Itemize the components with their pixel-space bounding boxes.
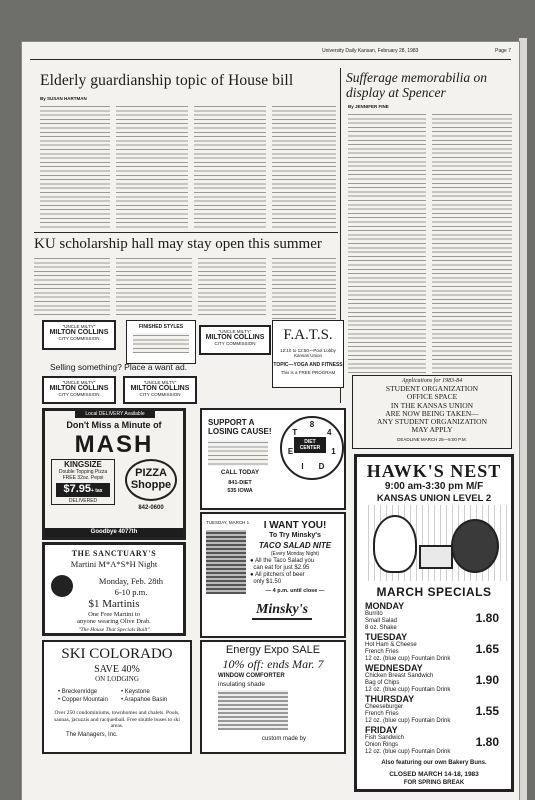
applications-deadline: DEADLINE MARCH 25—5:00 P.M.	[397, 436, 467, 442]
mash-footer: Goodbye 4077th	[45, 528, 183, 537]
menu-day-name: MONDAY	[365, 601, 405, 611]
sanctuary-time: 6-10 p.m.	[114, 587, 148, 597]
ski-on: ON LODGING	[95, 675, 139, 683]
sanctuary-deal: $1 Martinis	[88, 598, 140, 610]
menu-item: French Fries	[365, 649, 399, 655]
ad-finished-styles	[126, 320, 196, 364]
ski-company: The Managers, Inc.	[66, 732, 118, 738]
minsky-sub: To Try Minsky's	[269, 532, 321, 539]
sanctuary-note2: anyone wearing Olive Drab.	[77, 618, 151, 625]
energy-desc: insulating shade	[218, 681, 265, 688]
menu-list	[357, 601, 511, 761]
menu-item: Small Salad	[365, 618, 398, 624]
ski-area: • Breckenridge	[58, 689, 98, 695]
ski-areas	[58, 688, 184, 704]
menu-item: Onion Rings	[365, 742, 399, 748]
byline-2: By JENNIFER FINE	[348, 104, 389, 109]
rule-story3	[34, 232, 338, 233]
pizza-shoppe-logo: PIZZA Shoppe	[125, 459, 177, 501]
newspaper-edge	[519, 38, 527, 800]
dial-letter: I	[301, 461, 304, 471]
ad-ski-colorado	[42, 640, 192, 754]
energy-sub: 10% off: ends Mar. 7	[222, 657, 324, 671]
menu-item: 12 oz. (blue cup) Fountain Drink	[365, 718, 451, 724]
fats-line1: 12:10 to 12:50—Pool Lobby	[280, 348, 336, 353]
headline-scholarship: KU scholarship hall may stay open this summer	[34, 236, 322, 252]
menu-day-name: TUESDAY	[365, 632, 408, 642]
story3-col3	[198, 256, 266, 316]
martini-logo	[51, 575, 73, 597]
ski-area: • Arapahoe Basin	[121, 697, 168, 703]
story1-col2	[116, 104, 188, 229]
dial-letter: D	[318, 461, 325, 471]
applications-title: Applications for 1983-84	[401, 378, 463, 384]
ad-name: MILTON COLLINS	[49, 385, 109, 392]
ad-kicker: "UNCLE MILTY"	[143, 380, 177, 385]
minsky-special: TACO SALAD NITE	[258, 541, 332, 550]
minsky-time: — 4 p.m. until close —	[265, 588, 325, 594]
applications-line: IN THE KANSAS UNION	[390, 400, 474, 410]
menu-item: French Fries	[365, 711, 399, 717]
ad-title: FINISHED STYLES	[138, 324, 184, 330]
menu-day-block	[365, 694, 503, 725]
sanctuary-title: THE SANCTUARY'S	[71, 549, 157, 558]
menu-item: Chicken Breast Sandwich	[365, 673, 434, 679]
folio-left: University Daily Kansan, February 28, 1983	[322, 48, 419, 54]
menu-price: 1.80	[475, 735, 499, 749]
ad-uncle-milty-1	[42, 320, 116, 350]
headline-guardianship: Elderly guardianship topic of House bill	[40, 72, 294, 89]
ad-name: MILTON COLLINS	[205, 334, 265, 341]
diet-center-logo: DIET CENTER	[294, 437, 326, 453]
dial-letter: T	[292, 428, 298, 438]
story1-col4	[272, 104, 336, 229]
dial-letter: 8	[309, 420, 315, 429]
story3-col1	[34, 256, 110, 318]
march-specials: MARCH SPECIALS	[376, 585, 492, 599]
applications-line: OFFICE SPACE	[406, 392, 458, 402]
minsky-title: I WANT YOU!	[263, 520, 327, 531]
diet-title: SUPPORT A LOSING CAUSE!	[208, 418, 272, 436]
applications-lines	[353, 385, 511, 435]
byline-1: By SUSAN HARTMAN	[40, 96, 87, 101]
menu-price: 1.65	[475, 642, 499, 656]
dial-letter: 1	[331, 446, 336, 456]
fats-note: This is a FREE PROGRAM	[280, 370, 336, 375]
applications-line: ARE NOW BEING TAKEN—	[385, 408, 479, 418]
mash-offer: KINGSIZE Double Topping Pizza FREE 32oz. Pepsi $7.95+ tax DELIVERED	[51, 459, 115, 505]
ski-title: SKI COLORADO	[61, 646, 173, 662]
story3-col2	[116, 256, 192, 316]
ad-diet-center	[200, 408, 346, 510]
menu-day-block	[365, 725, 503, 756]
applications-line: MAY APPLY	[411, 425, 453, 435]
folio	[22, 48, 519, 58]
menu-day-block	[365, 632, 503, 663]
mash-line1: Don't Miss a Minute of	[66, 420, 162, 430]
minsky-sign: TUESDAY, MARCH 1	[206, 520, 250, 525]
menu-item: Fish Sandwich	[365, 735, 405, 741]
applications-line: STUDENT ORGANIZATION	[385, 384, 479, 393]
ad-energy-expo	[200, 640, 346, 754]
menu-day-name: WEDNESDAY	[365, 663, 423, 673]
ski-area: • Copper Mountain	[58, 697, 108, 703]
menu-item: Cheeseburger	[365, 704, 404, 710]
menu-item: 8 oz. Shake	[365, 625, 397, 631]
hawks-footer3: FOR SPRING BREAK	[403, 780, 465, 786]
ad-kicker: "UNCLE MILTY"	[218, 329, 252, 334]
menu-price: 1.90	[475, 673, 499, 687]
ad-sub: CITY COMMISSION	[139, 392, 181, 397]
ski-save: SAVE 40%	[94, 664, 140, 675]
ad-sub: CITY COMMISSION	[58, 336, 100, 341]
hawks-nest-location: KANSAS UNION LEVEL 2	[376, 493, 492, 504]
ad-uncle-milty-4	[123, 376, 197, 404]
ad-mash-pizza	[42, 408, 186, 540]
story1-col1	[40, 104, 110, 229]
hawks-nest-title: HAWK'S NEST	[366, 461, 502, 481]
newspaper-page	[22, 42, 519, 800]
ad-uncle-milty-2	[199, 325, 271, 355]
applications-line: ANY STUDENT ORGANIZATION	[377, 417, 487, 427]
fats-topic: TOPIC—YOGA AND FITNESS	[273, 362, 343, 368]
ski-body: Over 250 condominiums, townhomes and chalets. Pools, saunas, jacuzzis and racquetball. Free shuttle buses to ski areas.	[54, 710, 180, 729]
fats-title: F.A.T.S.	[283, 327, 333, 343]
menu-day-name: FRIDAY	[365, 725, 398, 735]
sanctuary-tag: "The House That Specials Built"	[78, 627, 150, 633]
menu-day-block	[365, 663, 503, 694]
minskys-logo: Minsky's	[252, 602, 312, 620]
menu-price: 1.80	[475, 611, 499, 625]
ad-hawks-nest	[354, 454, 514, 792]
menu-item: Hot Ham & Cheese	[365, 642, 417, 648]
ad-sub: CITY COMMISSION	[58, 392, 100, 397]
diet-phone2: 535 IOWA	[227, 488, 253, 494]
ad-kicker: "UNCLE MILTY"	[62, 324, 96, 329]
story2-col1	[348, 112, 426, 374]
menu-item: Bag of Chips	[365, 680, 400, 686]
folio-right: Page 7	[495, 48, 511, 54]
mash-title: MASH	[74, 431, 154, 458]
energy-title: Energy Expo SALE	[225, 644, 321, 656]
mash-phone: 842-0600	[138, 505, 164, 511]
ad-sub: CITY COMMISSION	[214, 341, 256, 346]
sanctuary-note1: One Free Martini to	[88, 611, 140, 618]
energy-made: custom made by	[262, 736, 307, 742]
jayhawk-cartoon	[363, 505, 507, 581]
ad-sanctuary	[42, 542, 186, 636]
ad-kicker: "UNCLE MILTY"	[62, 380, 96, 385]
ski-area: • Keystone	[121, 689, 150, 695]
menu-day-name: THURSDAY	[365, 694, 415, 704]
ad-minskys	[200, 512, 346, 638]
ad-applications	[352, 375, 512, 449]
menu-item: 12 oz. (blue cup) Fountain Drink	[365, 687, 451, 693]
menu-price: 1.55	[475, 704, 499, 718]
sanctuary-date: Monday, Feb. 28th	[98, 576, 164, 586]
headline-sufferage: Sufferage memorabilia on display at Spencer	[346, 70, 487, 100]
story1-col3	[194, 104, 266, 229]
fats-line2: Kansas Union	[293, 353, 323, 358]
minsky-bullets: ● All the Taco Salad you can eat for just $2.95 ● All pitchers of beer only $1.50	[250, 558, 315, 585]
uncle-sam-drawing	[206, 530, 246, 594]
dial-letter: 4	[326, 428, 332, 438]
diet-phone1: 841-DIET	[228, 480, 252, 486]
shade-diagram	[218, 690, 288, 730]
ad-name: MILTON COLLINS	[49, 329, 109, 336]
menu-item: 12 oz. (blue cup) Fountain Drink	[365, 749, 451, 755]
story2-col2	[432, 112, 512, 374]
ad-name: MILTON COLLINS	[130, 385, 190, 392]
ad-uncle-milty-3	[42, 376, 116, 404]
hawks-footer2: CLOSED MARCH 14-18, 1983	[389, 771, 479, 778]
want-ad-promo: Selling something? Place a want ad.	[50, 362, 188, 372]
sanctuary-sub: Martini M*A*S*H Night	[70, 559, 158, 569]
dial-letter: E	[287, 446, 294, 456]
minsky-when: (Every Monday Night)	[270, 551, 320, 557]
hawks-footer1: Also featuring our own Bakery Buns.	[381, 760, 487, 766]
hawks-nest-hours: 9:00 am-3:30 pm M/F	[384, 481, 484, 492]
menu-day-block	[365, 601, 503, 632]
menu-item: 12 oz. (blue cup) Fountain Drink	[365, 656, 451, 662]
diet-call: CALL TODAY	[221, 470, 259, 476]
top-rule	[30, 59, 511, 60]
mash-delivery: Local DELIVERY Available	[75, 411, 155, 418]
ad-fats	[272, 320, 344, 388]
menu-item: Burrito	[365, 611, 383, 617]
energy-product: WINDOW COMFORTER	[218, 673, 285, 679]
